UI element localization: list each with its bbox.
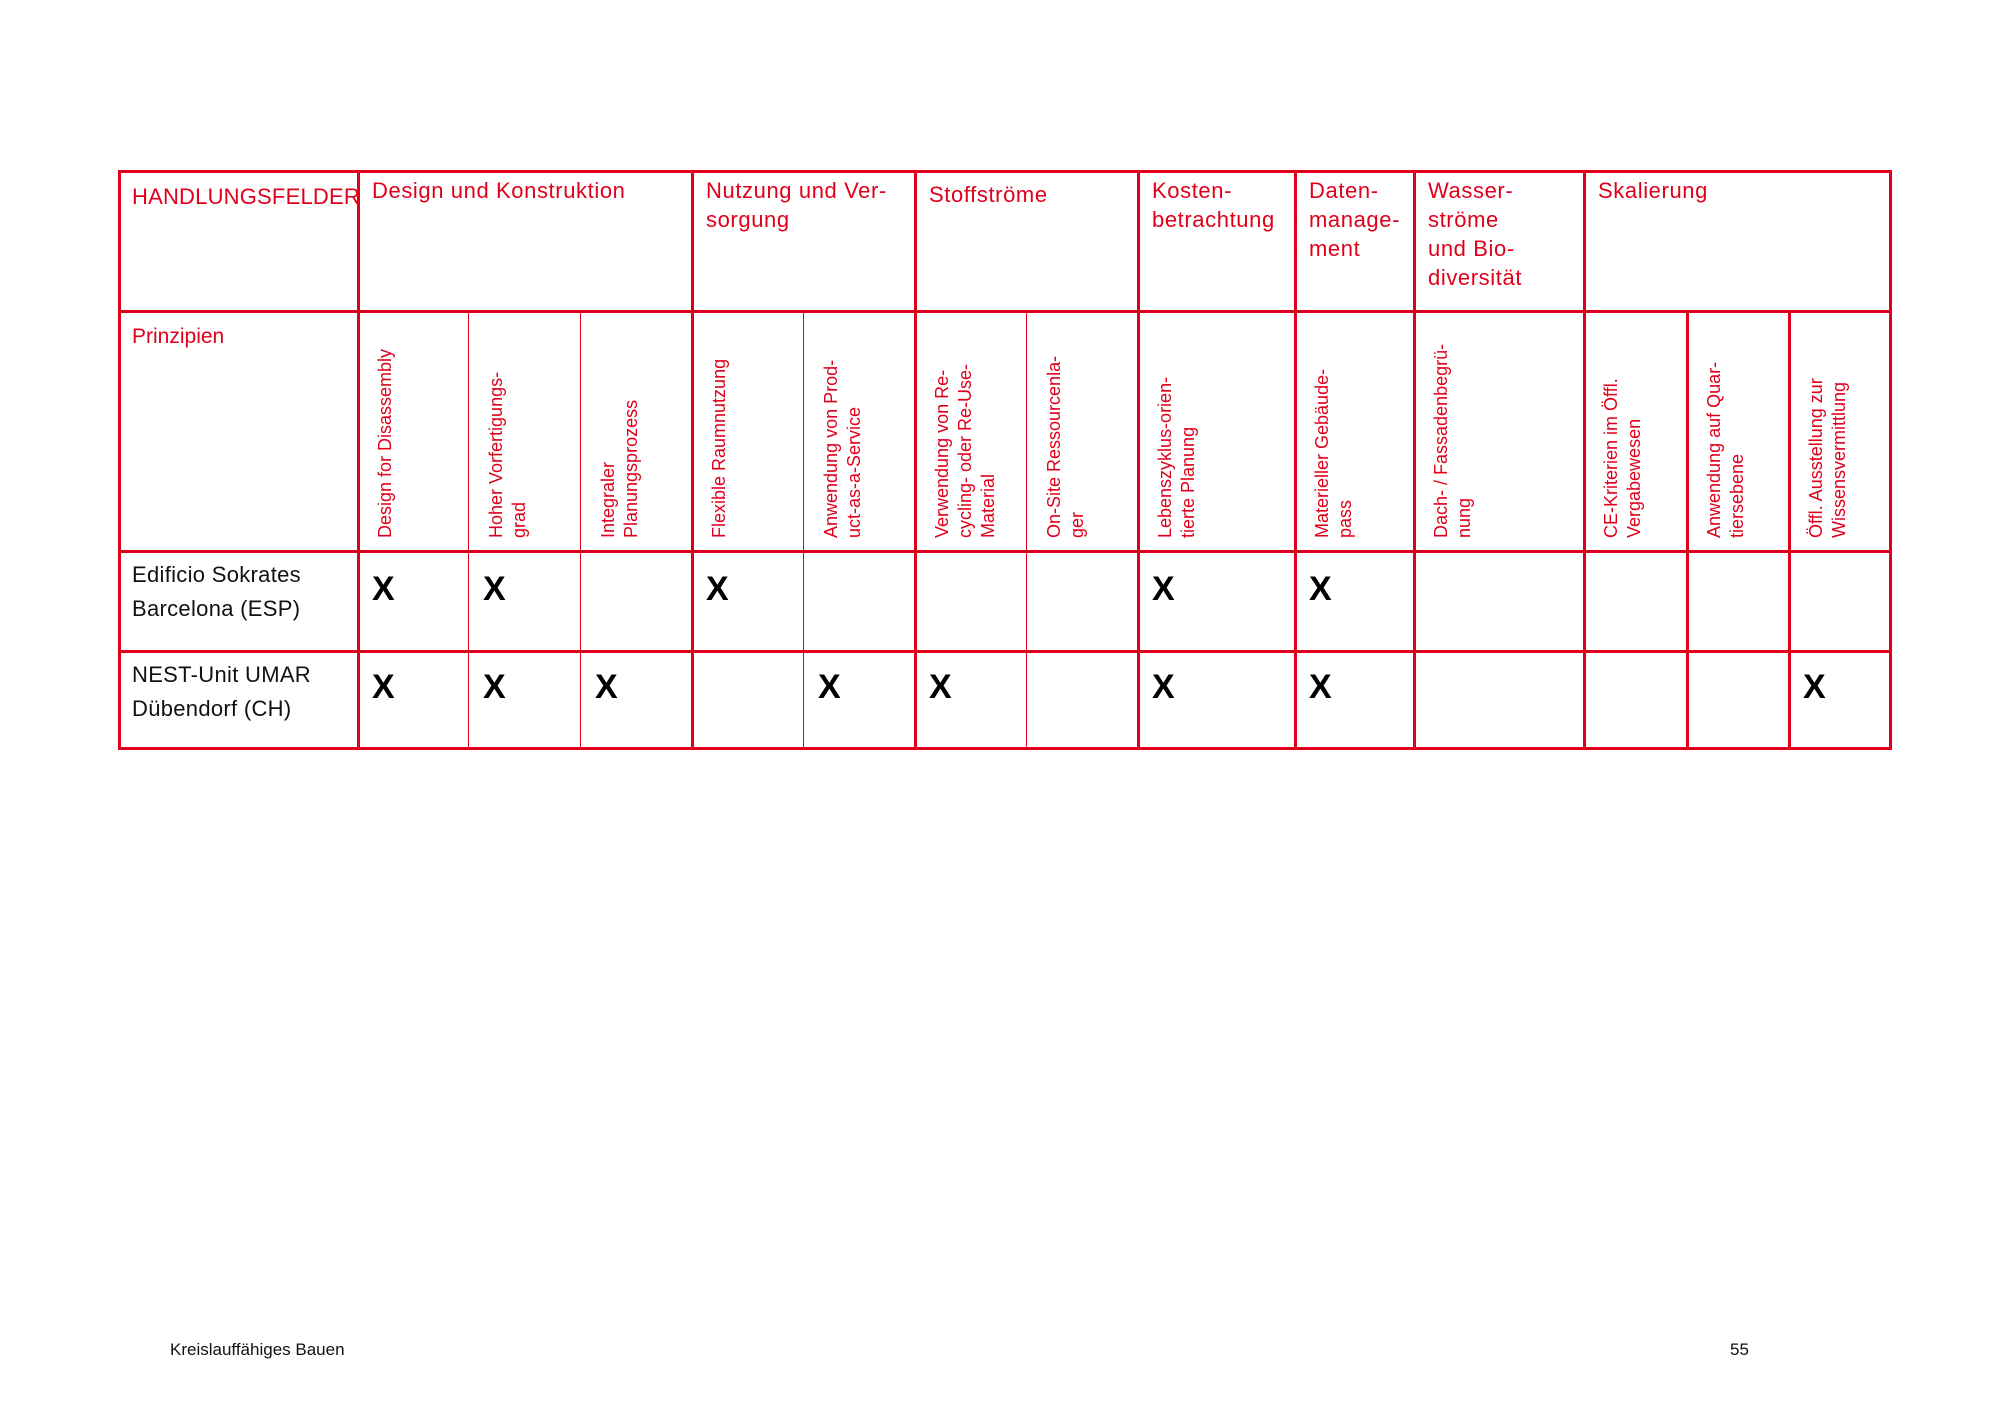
field-divider bbox=[914, 170, 917, 750]
field-divider bbox=[1413, 170, 1416, 750]
criteria-mark: X bbox=[483, 570, 506, 608]
principle-label: Materieller Gebäude- pass bbox=[1312, 368, 1355, 538]
principle-label: Design for Disassembly bbox=[375, 348, 395, 538]
project-name: Edificio Sokrates Barcelona (ESP) bbox=[132, 562, 301, 621]
principle-label: Dach- / Fassadenbegrü- nung bbox=[1431, 343, 1474, 538]
principle-label: Integraler Planungsprozess bbox=[598, 399, 641, 538]
footer-title: Kreislauffähiges Bauen bbox=[170, 1340, 345, 1359]
field-divider bbox=[357, 170, 360, 750]
field-title-stoffstroeme: Stoffströme bbox=[929, 182, 1048, 207]
criteria-mark: X bbox=[706, 570, 729, 608]
principles-divider bbox=[118, 550, 1892, 553]
subcolumn-divider bbox=[1788, 312, 1791, 750]
field-title-wasser: Wasser- ströme und Bio- diversität bbox=[1428, 178, 1523, 290]
field-divider bbox=[1583, 170, 1586, 750]
prinzipien-label: Prinzipien bbox=[132, 325, 225, 348]
principle-label: Lebenszyklus-orien- tierte Planung bbox=[1155, 376, 1198, 538]
subcolumn-divider bbox=[580, 312, 581, 750]
field-title-kosten: Kosten- betrachtung bbox=[1152, 178, 1275, 232]
criteria-mark: X bbox=[483, 668, 506, 706]
criteria-mark: X bbox=[1152, 668, 1175, 706]
row-divider bbox=[118, 650, 1892, 653]
criteria-matrix-table bbox=[118, 170, 1892, 750]
criteria-mark: X bbox=[372, 570, 395, 608]
principle-label: Öffl. Ausstellung zur Wissensvermittlung bbox=[1806, 378, 1849, 538]
criteria-mark: X bbox=[372, 668, 395, 706]
criteria-mark: X bbox=[1152, 570, 1175, 608]
field-divider bbox=[1294, 170, 1297, 750]
field-title-design: Design und Konstruktion bbox=[372, 178, 626, 203]
subcolumn-divider bbox=[803, 312, 804, 750]
field-title-daten: Daten- manage- ment bbox=[1309, 178, 1401, 261]
principle-label: Anwendung auf Quar- tiersebene bbox=[1704, 361, 1747, 538]
criteria-mark: X bbox=[818, 668, 841, 706]
criteria-mark: X bbox=[1309, 570, 1332, 608]
criteria-mark: X bbox=[595, 668, 618, 706]
principle-label: Verwendung von Re- cycling- oder Re-Use- Material bbox=[932, 363, 998, 538]
page-number: 55 bbox=[1730, 1340, 1749, 1359]
principle-label: On-Site Ressourcenla- ger bbox=[1044, 355, 1087, 538]
project-name: NEST-Unit UMAR Dübendorf (CH) bbox=[132, 662, 311, 721]
handlungsfelder-label: HANDLUNGSFELDER bbox=[132, 184, 360, 209]
subcolumn-divider bbox=[1686, 312, 1689, 750]
field-title-nutzung: Nutzung und Ver- sorgung bbox=[706, 178, 887, 232]
criteria-mark: X bbox=[929, 668, 952, 706]
header-divider bbox=[118, 310, 1892, 313]
field-divider bbox=[1137, 170, 1140, 750]
field-divider bbox=[691, 170, 694, 750]
principle-label: Flexible Raumnutzung bbox=[709, 358, 729, 538]
criteria-mark: X bbox=[1803, 668, 1826, 706]
subcolumn-divider bbox=[1026, 312, 1027, 750]
principle-label: Anwendung von Prod- uct-as-a-Service bbox=[821, 359, 864, 538]
principle-label: Hoher Vorfertigungs- grad bbox=[486, 371, 529, 538]
subcolumn-divider bbox=[468, 312, 469, 750]
criteria-mark: X bbox=[1309, 668, 1332, 706]
field-title-skalierung: Skalierung bbox=[1598, 178, 1708, 203]
principle-label: CE-Kriterien im Öffl. Vergabewesen bbox=[1601, 378, 1644, 538]
